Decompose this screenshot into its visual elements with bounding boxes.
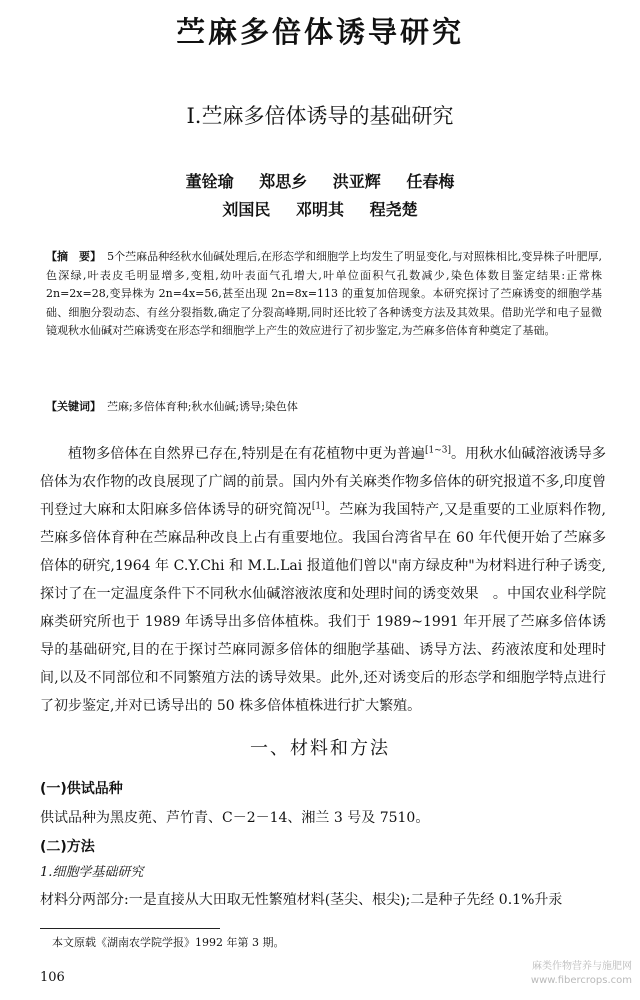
author-name: 洪亚辉 [332,172,381,191]
author-name: 董铨瑜 [185,172,234,191]
intro-text-1: 植物多倍体在自然界已存在,特别是在有花植物中更为普遍 [68,446,425,462]
author-name: 刘国民 [222,200,271,219]
subsection-heading-methods: (二)方法 [40,839,95,855]
citation-ref: [1] [311,501,325,512]
intro-paragraph [40,440,606,720]
paper-title: 苎麻多倍体诱导研究 [175,15,464,49]
methods-paragraph: 材料分两部分:一是直接从大田取无性繁殖材料(茎尖、根尖);二是种子先经 0.1%升汞 [40,892,563,908]
keywords-label: 【关键词】 [46,400,101,413]
abstract-text: 5个苎麻品种经秋水仙碱处理后,在形态学和细胞学上均发生了明显变化,与对照株相比,变异株子叶肥厚,色深绿,叶表皮毛明显增多,变粗,幼叶表面气孔增大,叶单位面积气孔数减少,染色体数目鉴定结果:正常株 2n=2x=28,变异株为 2n=4x=56,甚至出现 2n=8x=113 的重复加倍现象。本研究探讨了苎麻诱变的细胞学基础、细胞分裂动态、有丝分裂指数,确定了分裂高峰期,同时还比较了各种诱变方法及其效果。借助光学和电子显微镜观秋水仙碱对苎麻诱变在形态学和细胞学上产生的效应进行了初步鉴定,为苎麻多倍体育种奠定了基础。 [46,250,603,338]
intro-text-3: 。苎麻为我国特产,又是重要的工业原料作物,苎麻多倍体育种在苎麻品种改良上占有重要地位。我国台湾省早在 60 年代便开始了苎麻多倍体的研究,1964 年 C.Y.Chi 和 M.L.Lai 报道他们曾以"南方绿皮种"为材料进行种子诱变,探讨了在一定温度条件下不同秋水仙碱溶液浓度和处理时间的诱变效果 。中国农业科学院麻类研究所也于 1989 年诱导出多倍体植株。我们于 1989~1991 年开展了苎麻多倍体诱导的基础研究,目的在于探讨苎麻同源多倍体的细胞学基础、诱导方法、药液浓度和处理时间,以及不同部位和不同繁殖方法的诱导效果。此外,还对诱变后的形态学和细胞学特点进行了初步鉴定,并对已诱导出的 50 株多倍体植株进行扩大繁殖。 [40,502,607,714]
page-number: 106 [40,970,65,985]
author-name: 邓明其 [295,200,344,219]
section-heading-materials-methods: 一、材料和方法 [250,738,390,759]
subsection-heading-cytology: 1.细胞学基础研究 [40,865,144,880]
abstract-block [46,248,602,341]
keywords-text: 苎麻;多倍体育种;秋水仙碱;诱导;染色体 [107,400,298,413]
site-watermark [492,960,632,988]
paper-subtitle: I.苎麻多倍体诱导的基础研究 [186,104,454,128]
citation-ref: [1~3] [424,445,451,456]
watermark-line: www.fibercrops.com [530,975,632,986]
keywords-block [46,398,602,416]
author-name: 郑思乡 [259,172,308,191]
footnote-divider [40,928,220,929]
footnote: 本文原载《湖南农学院学报》1992 年第 3 期。 [52,936,285,949]
watermark-line: 麻类作物营养与施肥网 [532,961,632,972]
abstract-label: 【摘 要】 [46,250,102,263]
subsection-heading-varieties: (一)供试品种 [40,781,123,797]
author-name: 程尧楚 [369,200,418,219]
author-row-2 [0,196,640,224]
author-name: 任春梅 [406,172,455,191]
varieties-paragraph: 供试品种为黑皮蔸、芦竹青、C－2－14、湘兰 3 号及 7510。 [40,810,430,826]
intro-text-2: 。用秋水仙碱溶液诱导多倍体为农作物的改良展现了广阔的前景。国内外有关麻类作物多倍体的研究报道不多,印度曾刊登过大麻和太阳麻多倍体诱导的研究简况 [40,446,607,518]
author-list [0,168,640,224]
author-row-1 [0,168,640,196]
